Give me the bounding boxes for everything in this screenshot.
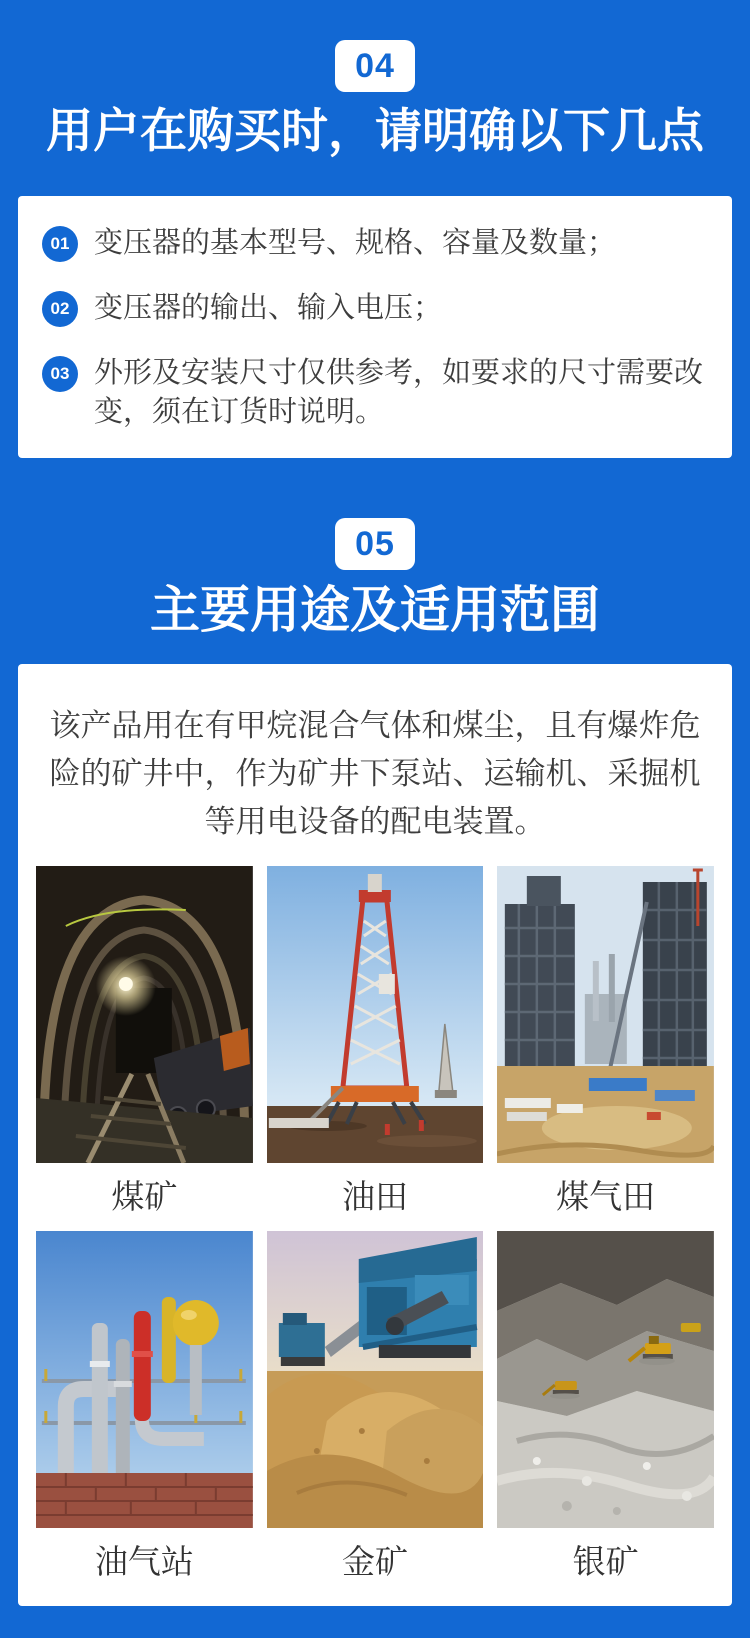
oil-field-photo bbox=[267, 866, 484, 1163]
item-number-badge: 01 bbox=[42, 226, 78, 262]
item-text: 外形及安装尺寸仅供参考，如要求的尺寸需要改变，须在订货时说明。 bbox=[94, 357, 704, 429]
item-number-badge: 03 bbox=[42, 356, 78, 392]
section-05-number: 05 bbox=[355, 524, 395, 563]
silver-mine-photo bbox=[497, 1231, 714, 1528]
gold-mine-photo bbox=[267, 1231, 484, 1528]
usage-description: 该产品用在有甲烷混合气体和煤尘，且有爆炸危险的矿井中，作为矿井下泵站、运输机、采掘机等用电设备的配电装置。 bbox=[49, 708, 701, 840]
application-gallery bbox=[18, 846, 732, 1596]
gallery-caption: 煤矿 bbox=[111, 1178, 178, 1216]
section-04-number-badge bbox=[335, 40, 415, 92]
item-text: 变压器的输出、输入电压； bbox=[94, 292, 443, 325]
gallery-caption: 金矿 bbox=[341, 1543, 408, 1581]
oil-gas-station-photo bbox=[36, 1231, 253, 1528]
section-04-title: 用户在购买时，请明确以下几点 bbox=[46, 104, 704, 159]
gallery-caption: 油气站 bbox=[94, 1543, 194, 1581]
gallery-item-oil-gas-station bbox=[36, 1231, 253, 1596]
section-05-title: 主要用途及适用范围 bbox=[150, 580, 600, 640]
item-text: 变压器的基本型号、规格、容量及数量； bbox=[94, 227, 617, 260]
list-item bbox=[42, 224, 708, 263]
gallery-item-coal-mine bbox=[36, 866, 253, 1231]
gallery-caption: 煤气田 bbox=[556, 1178, 656, 1216]
gallery-caption: 油田 bbox=[341, 1178, 408, 1216]
usage-card bbox=[18, 664, 732, 1606]
section-05 bbox=[0, 518, 750, 1606]
section-04-number: 04 bbox=[355, 46, 395, 85]
list-item bbox=[42, 354, 708, 432]
gas-field-photo bbox=[497, 866, 714, 1163]
gallery-item-gas-field bbox=[497, 866, 714, 1231]
section-05-number-badge bbox=[335, 518, 415, 570]
gallery-item-oil-field bbox=[267, 866, 484, 1231]
gallery-item-silver-mine bbox=[497, 1231, 714, 1596]
gallery-caption: 银矿 bbox=[572, 1543, 639, 1581]
coal-mine-photo bbox=[36, 866, 253, 1163]
item-number-badge: 02 bbox=[42, 291, 78, 327]
section-04 bbox=[0, 40, 750, 458]
list-item bbox=[42, 289, 708, 328]
purchase-points-card bbox=[18, 196, 732, 458]
gallery-item-gold-mine bbox=[267, 1231, 484, 1596]
